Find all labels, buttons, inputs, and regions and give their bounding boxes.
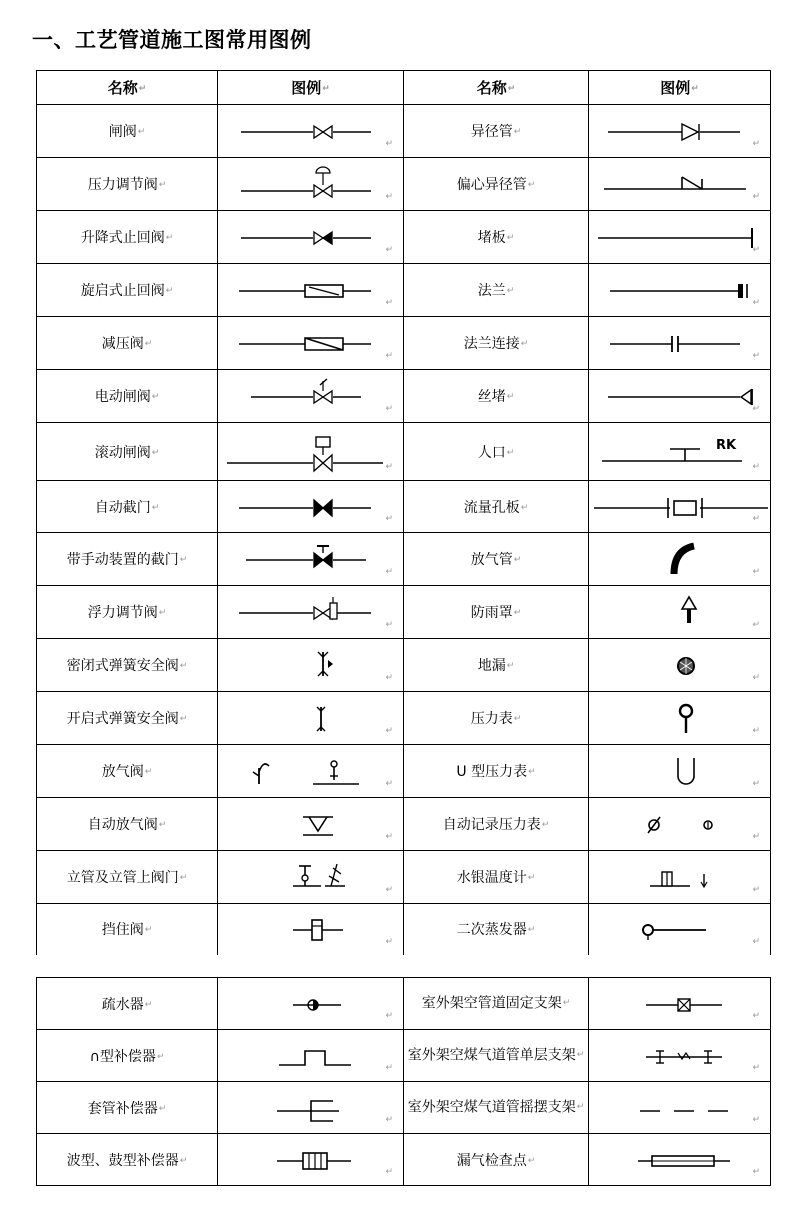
legend-row [37, 798, 771, 851]
vent-pipe-icon [590, 534, 770, 584]
symbol-cell-right: ↵ [589, 264, 771, 317]
pressure-reducing-valve-icon [221, 318, 401, 368]
symbol-cell-left: ↵ [218, 211, 404, 264]
single-layer-support-icon [590, 1031, 770, 1081]
eccentric-reducer-icon [590, 159, 770, 209]
legend-row [37, 904, 771, 955]
symbol-name-left: 滚动闸阀↵ [37, 423, 218, 481]
legend-row [37, 211, 771, 264]
rocking-support-icon [590, 1083, 770, 1133]
legend-row [37, 692, 771, 745]
symbol-name-right: 室外架空煤气道管单层支架↵ [404, 1030, 589, 1082]
symbol-cell-right: ↵ [589, 1134, 771, 1186]
legend-table-main [36, 70, 771, 955]
symbol-cell-right: RK ↵ [589, 423, 771, 481]
symbol-name-right: 人口↵ [404, 423, 589, 481]
symbol-name-left: 电动闸阀↵ [37, 370, 218, 423]
symbol-name-left: 带手动装置的截门↵ [37, 533, 218, 586]
flange-icon [590, 265, 770, 315]
symbol-name-left: 套管补偿器↵ [37, 1082, 218, 1134]
legend-row [37, 370, 771, 423]
symbol-name-left: 开启式弹簧安全阀↵ [37, 692, 218, 745]
symbol-cell-right: ↵ [589, 798, 771, 851]
symbol-name-right: 放气管↵ [404, 533, 589, 586]
symbol-name-right: 地漏↵ [404, 639, 589, 692]
pressure-gauge-icon [590, 693, 770, 743]
symbol-name-right: 防雨罩↵ [404, 586, 589, 639]
sleeve-compensator-icon [221, 1083, 401, 1133]
mercury-thermometer-icon [590, 852, 770, 902]
symbol-name-right: 压力表↵ [404, 692, 589, 745]
legend-row [37, 158, 771, 211]
bellows-compensator-icon [221, 1135, 401, 1185]
float-regulating-valve-icon [221, 587, 401, 637]
automatic-stop-valve-icon [221, 482, 401, 532]
u-tube-gauge-icon [590, 746, 770, 796]
manhole-label: RK [715, 437, 736, 453]
header-name-right: 名称↵ [404, 71, 589, 105]
rolling-gate-valve-icon [221, 427, 401, 477]
symbol-cell-left: ↵ [218, 904, 404, 955]
blind-plate-icon [590, 212, 770, 262]
fixed-support-icon [590, 979, 770, 1029]
swing-check-valve-icon [221, 265, 401, 315]
legend-table-supports [36, 977, 771, 1186]
legend-row [37, 533, 771, 586]
symbol-cell-right: ↵ [589, 105, 771, 158]
rain-cap-icon [590, 587, 770, 637]
symbol-cell-right: ↵ [589, 158, 771, 211]
symbol-cell-left: ↵ [218, 1082, 404, 1134]
omega-compensator-icon [221, 1031, 401, 1081]
symbol-cell-right: ↵ [589, 692, 771, 745]
symbol-name-right: 室外架空煤气道管摇摆支架↵ [404, 1082, 589, 1134]
legend-row [37, 105, 771, 158]
symbol-cell-left: ↵ [218, 317, 404, 370]
symbol-cell-right: ↵ [589, 370, 771, 423]
flow-orifice-icon [590, 482, 770, 532]
symbol-name-right: 法兰↵ [404, 264, 589, 317]
page-title: 一、工艺管道施工图常用图例 [32, 28, 312, 52]
symbol-name-left: 立管及立管上阀门↵ [37, 851, 218, 904]
symbol-name-left: 闸阀↵ [37, 105, 218, 158]
legend-row [37, 317, 771, 370]
flange-connection-icon [590, 318, 770, 368]
symbol-cell-right: ↵ [589, 481, 771, 533]
symbol-name-left: 疏水器↵ [37, 978, 218, 1030]
symbol-cell-left: ↵ [218, 978, 404, 1030]
secondary-evaporator-icon [590, 904, 770, 954]
legend-row [37, 851, 771, 904]
header-legend-left: 图例↵ [218, 71, 404, 105]
symbol-cell-right: ↵ [589, 639, 771, 692]
symbol-name-right: 自动记录压力表↵ [404, 798, 589, 851]
closed-spring-safety-valve-icon [221, 640, 401, 690]
symbol-cell-left: ↵ [218, 158, 404, 211]
stop-valve-icon [221, 904, 401, 954]
electric-gate-valve-icon [221, 371, 401, 421]
symbol-cell-right: ↵ [589, 904, 771, 955]
legend-row [37, 1030, 771, 1082]
symbol-cell-left: ↵ [218, 745, 404, 798]
manual-stop-valve-icon [221, 534, 401, 584]
symbol-cell-left: ↵ [218, 639, 404, 692]
symbol-cell-left: ↵ [218, 1030, 404, 1082]
symbol-name-right: 法兰连接↵ [404, 317, 589, 370]
legend-row [37, 639, 771, 692]
symbol-name-right: 堵板↵ [404, 211, 589, 264]
legend-row [37, 586, 771, 639]
symbol-cell-left: ↵ [218, 481, 404, 533]
floor-drain-icon [590, 640, 770, 690]
symbol-name-left: 挡住阀↵ [37, 904, 218, 955]
pressure-regulating-valve-icon [221, 159, 401, 209]
manhole-icon [590, 427, 770, 477]
symbol-cell-left: ↵ [218, 370, 404, 423]
legend-row [37, 481, 771, 533]
symbol-name-right: 室外架空管道固定支架↵ [404, 978, 589, 1030]
symbol-cell-left: ↵ [218, 105, 404, 158]
legend-row [37, 1082, 771, 1134]
legend-row [37, 1134, 771, 1186]
symbol-name-right: 异径管↵ [404, 105, 589, 158]
symbol-name-right: 漏气检查点↵ [404, 1134, 589, 1186]
symbol-cell-left: ↵ [218, 586, 404, 639]
symbol-name-left: 自动放气阀↵ [37, 798, 218, 851]
header-legend-right: 图例↵ [589, 71, 771, 105]
legend-row [37, 745, 771, 798]
reducer-icon [590, 106, 770, 156]
legend-row [37, 264, 771, 317]
symbol-cell-right: ↵ [589, 1082, 771, 1134]
automatic-air-valve-icon [221, 799, 401, 849]
symbol-cell-right: ↵ [589, 978, 771, 1030]
symbol-cell-left: ↵ [218, 851, 404, 904]
symbol-name-right: 水银温度计↵ [404, 851, 589, 904]
symbol-name-right: 偏心异径管↵ [404, 158, 589, 211]
gate-valve-icon [221, 106, 401, 156]
symbol-name-left: 升降式止回阀↵ [37, 211, 218, 264]
symbol-cell-right: ↵ [589, 586, 771, 639]
symbol-name-right: 流量孔板↵ [404, 481, 589, 533]
symbol-name-right: U 型压力表↵ [404, 745, 589, 798]
symbol-cell-left: ↵ [218, 1134, 404, 1186]
symbol-name-right: 丝堵↵ [404, 370, 589, 423]
symbol-cell-left: ↵ [218, 798, 404, 851]
symbol-name-left: 浮力调节阀↵ [37, 586, 218, 639]
symbol-cell-left: ↵ [218, 264, 404, 317]
symbol-cell-right: ↵ [589, 1030, 771, 1082]
symbol-cell-left: ↵ [218, 423, 404, 481]
symbol-cell-left: ↵ [218, 692, 404, 745]
symbol-name-left: 波型、鼓型补偿器↵ [37, 1134, 218, 1186]
lift-check-valve-icon [221, 212, 401, 262]
symbol-name-left: 密闭式弹簧安全阀↵ [37, 639, 218, 692]
symbol-name-left: 减压阀↵ [37, 317, 218, 370]
symbol-cell-right: ↵ [589, 745, 771, 798]
symbol-name-left: 放气阀↵ [37, 745, 218, 798]
legend-row [37, 423, 771, 481]
legend-row [37, 978, 771, 1030]
symbol-cell-right: ↵ [589, 211, 771, 264]
riser-valve-icon [221, 852, 401, 902]
symbol-cell-right: ↵ [589, 317, 771, 370]
symbol-name-left: 旋启式止回阀↵ [37, 264, 218, 317]
air-release-valve-icon [221, 746, 401, 796]
recording-gauge-icon [590, 799, 770, 849]
plug-icon [590, 371, 770, 421]
symbol-cell-right: ↵ [589, 851, 771, 904]
symbol-name-right: 二次蒸发器↵ [404, 904, 589, 955]
header-name-left: 名称↵ [37, 71, 218, 105]
symbol-cell-left: ↵ [218, 533, 404, 586]
leak-check-point-icon [590, 1135, 770, 1185]
symbol-name-left: ∩型补偿器↵ [37, 1030, 218, 1082]
symbol-name-left: 自动截门↵ [37, 481, 218, 533]
steam-trap-icon [221, 979, 401, 1029]
symbol-name-left: 压力调节阀↵ [37, 158, 218, 211]
header-row [37, 71, 771, 105]
open-spring-safety-valve-icon [221, 693, 401, 743]
symbol-cell-right: ↵ [589, 533, 771, 586]
